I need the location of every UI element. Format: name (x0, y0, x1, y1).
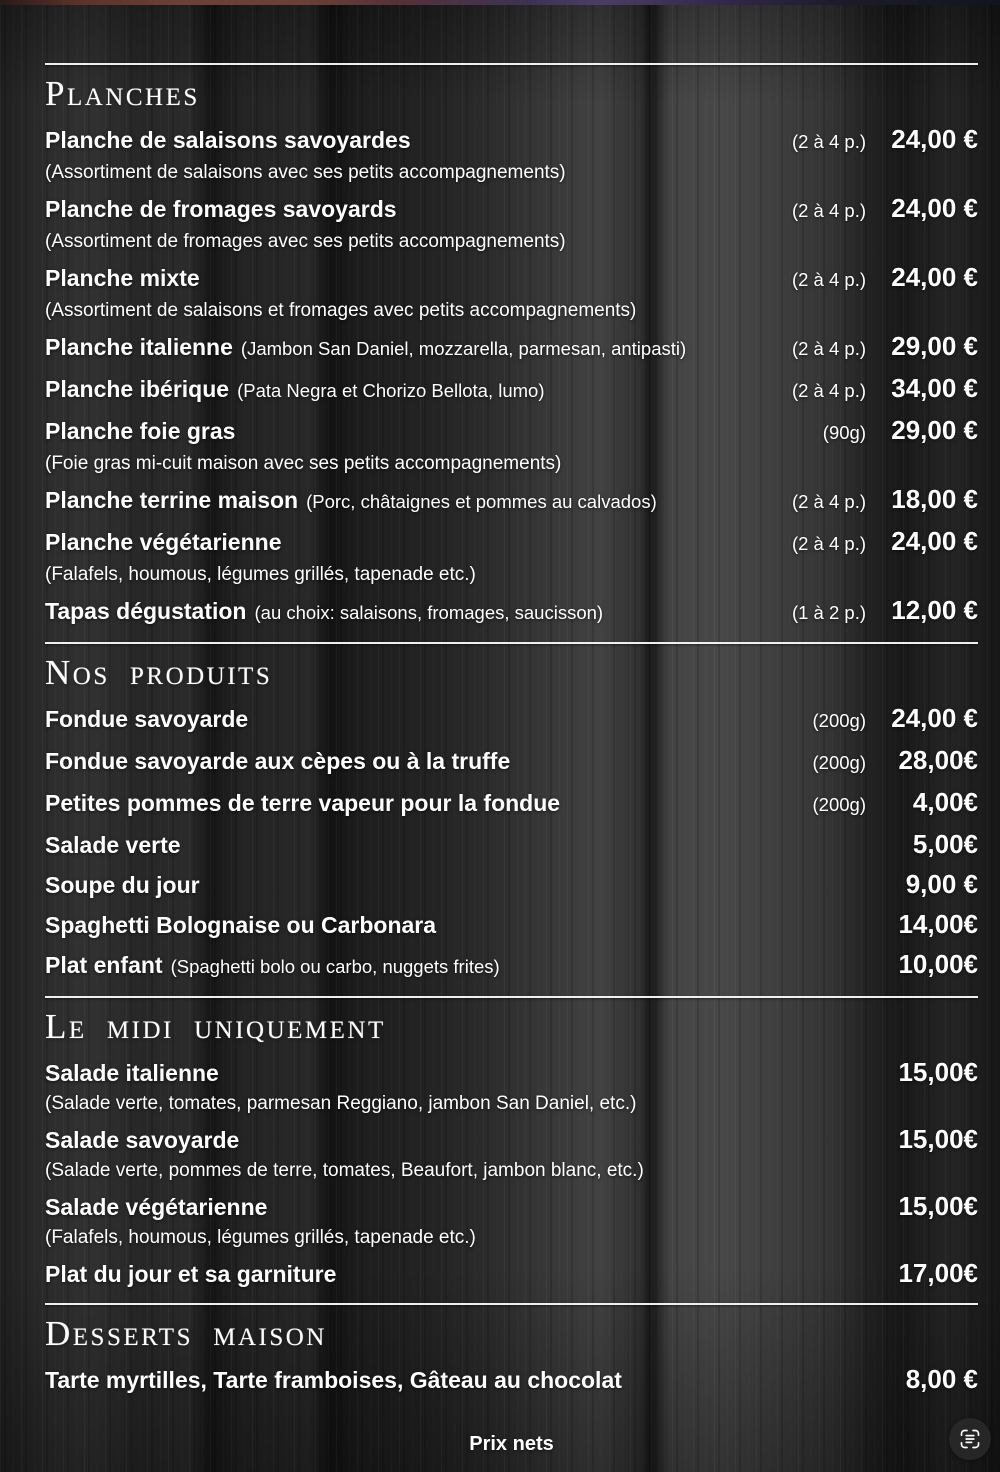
menu-item-row (45, 701, 978, 738)
item-description: (Assortiment de salaisons avec ses petits accompagnements) (45, 162, 566, 183)
menu-item (45, 785, 978, 822)
item-portion: (2 à 4 p.) (791, 338, 866, 359)
item-name: Salade savoyarde (45, 1127, 240, 1153)
menu-item-row (45, 1362, 978, 1397)
menu-item-row (45, 122, 978, 159)
item-price: 24,00 € (891, 124, 978, 154)
section-title: Desserts maison (45, 1314, 327, 1353)
menu-section (45, 63, 978, 642)
menu-item-row (45, 593, 978, 630)
menu-item (45, 1055, 978, 1117)
item-portion: (90g) (822, 422, 866, 443)
menu-item-row (45, 371, 978, 408)
section-title: Planches (45, 74, 200, 113)
item-description: (Assortiment de salaisons et fromages avec petits accompagnements) (45, 300, 637, 321)
menu-item (45, 1189, 978, 1251)
menu-item (45, 867, 978, 902)
section-items (45, 1362, 978, 1397)
menu-item-row (45, 785, 978, 822)
item-price: 29,00 € (891, 415, 978, 445)
menu-section (45, 642, 978, 996)
item-price: 29,00 € (891, 331, 978, 361)
section-items (45, 122, 978, 630)
separator-line (45, 642, 978, 644)
section-title: Le midi uniquement (45, 1007, 386, 1046)
item-price: 10,00€ (898, 949, 978, 979)
item-price: 24,00 € (891, 262, 978, 292)
menu-item-row (45, 482, 978, 519)
separator-line (45, 996, 978, 998)
menu-item-row (45, 1256, 978, 1291)
item-name: Tarte myrtilles, Tarte framboises, Gâteau au chocolat (45, 1367, 622, 1393)
menu-item-row (45, 1055, 978, 1090)
menu-item (45, 907, 978, 942)
menu-item (45, 191, 978, 255)
menu-item (45, 827, 978, 862)
menu-item (45, 371, 978, 408)
menu-item-row (45, 524, 978, 561)
item-name: Planche végétarienne (45, 529, 282, 555)
item-name: Tapas dégustation (45, 598, 247, 624)
live-text-scan-icon (958, 1427, 982, 1451)
section-items (45, 701, 978, 984)
item-description: (Salade verte, pommes de terre, tomates, Beaufort, jambon blanc, etc.) (45, 1160, 644, 1181)
menu-item (45, 482, 978, 519)
menu-section (45, 1303, 978, 1409)
menu-page (0, 5, 1000, 1456)
menu-item (45, 743, 978, 780)
section-items (45, 1055, 978, 1291)
item-name: Fondue savoyarde aux cèpes ou à la truffe (45, 748, 511, 774)
item-price: 24,00 € (891, 193, 978, 223)
section-title: Nos produits (45, 653, 273, 692)
item-note: (Pata Negra et Chorizo Bellota, lumo) (237, 380, 545, 401)
item-price: 28,00€ (898, 745, 978, 775)
item-price: 15,00€ (898, 1124, 978, 1154)
item-name: Planche de salaisons savoyardes (45, 127, 411, 153)
menu-item (45, 1122, 978, 1184)
item-name: Planche italienne (45, 334, 233, 360)
item-note: (Spaghetti bolo ou carbo, nuggets frites) (170, 956, 500, 977)
menu-item (45, 1362, 978, 1397)
item-name: Salade verte (45, 832, 181, 858)
menu-item-row (45, 1189, 978, 1224)
prix-nets-label: Prix nets (469, 1433, 554, 1455)
separator-line (45, 1303, 978, 1305)
menu-item (45, 122, 978, 186)
item-name: Salade végétarienne (45, 1194, 268, 1220)
menu-item (45, 329, 978, 366)
item-price: 17,00€ (898, 1258, 978, 1288)
item-name: Planche ibérique (45, 376, 230, 402)
item-price: 14,00€ (898, 909, 978, 939)
item-note: (Porc, châtaignes et pommes au calvados) (306, 491, 657, 512)
menu-item-row (45, 867, 978, 902)
menu-item-row (45, 827, 978, 862)
menu-item-row (45, 260, 978, 297)
menu-item-row (45, 743, 978, 780)
menu-item (45, 701, 978, 738)
item-price: 18,00 € (891, 484, 978, 514)
item-portion: (2 à 4 p.) (791, 200, 866, 221)
item-price: 5,00€ (912, 829, 978, 859)
item-portion: (2 à 4 p.) (791, 131, 866, 152)
item-price: 34,00 € (891, 373, 978, 403)
menu-item-row (45, 1122, 978, 1157)
item-price: 8,00 € (905, 1364, 978, 1394)
menu-item-row (45, 413, 978, 450)
separator-line (45, 63, 978, 65)
item-name: Plat enfant (45, 952, 163, 978)
menu-item (45, 1256, 978, 1291)
item-description: (Foie gras mi-cuit maison avec ses petits accompagnements) (45, 453, 562, 474)
menu-item (45, 260, 978, 324)
item-description: (Falafels, houmous, légumes grillés, tapenade etc.) (45, 564, 476, 585)
item-name: Salade italienne (45, 1060, 219, 1086)
item-price: 15,00€ (898, 1191, 978, 1221)
item-name: Planche foie gras (45, 418, 236, 444)
item-portion: (2 à 4 p.) (791, 380, 866, 401)
menu-item (45, 947, 978, 984)
item-portion: (200g) (812, 752, 866, 773)
item-price: 24,00 € (891, 703, 978, 733)
item-portion: (200g) (812, 794, 866, 815)
item-portion: (2 à 4 p.) (791, 533, 866, 554)
item-price: 24,00 € (891, 526, 978, 556)
menu-item (45, 413, 978, 477)
item-name: Plat du jour et sa garniture (45, 1261, 337, 1287)
menu-item (45, 524, 978, 588)
menu-item-row (45, 329, 978, 366)
item-note: (Jambon San Daniel, mozzarella, parmesan, antipasti) (240, 338, 687, 359)
item-name: Fondue savoyarde (45, 706, 249, 732)
item-price: 4,00€ (912, 787, 978, 817)
menu-item (45, 593, 978, 630)
live-text-button[interactable] (949, 1418, 991, 1460)
item-name: Planche terrine maison (45, 487, 299, 513)
item-name: Spaghetti Bolognaise ou Carbonara (45, 912, 437, 938)
menu-item-row (45, 947, 978, 984)
item-portion: (2 à 4 p.) (791, 491, 866, 512)
item-description: (Assortiment de fromages avec ses petits accompagnements) (45, 231, 566, 252)
menu-section (45, 996, 978, 1303)
item-description: (Falafels, houmous, légumes grillés, tapenade etc.) (45, 1227, 476, 1248)
item-note: (au choix: salaisons, fromages, saucisson) (254, 602, 604, 623)
item-name: Planche de fromages savoyards (45, 196, 397, 222)
item-portion: (200g) (812, 710, 866, 731)
item-name: Planche mixte (45, 265, 200, 291)
item-price: 15,00€ (898, 1057, 978, 1087)
item-description: (Salade verte, tomates, parmesan Reggiano, jambon San Daniel, etc.) (45, 1093, 637, 1114)
menu-item-row (45, 191, 978, 228)
item-price: 9,00 € (905, 869, 978, 899)
item-price: 12,00 € (891, 595, 978, 625)
item-name: Petites pommes de terre vapeur pour la fondue (45, 790, 561, 816)
item-name: Soupe du jour (45, 872, 200, 898)
menu-item-row (45, 907, 978, 942)
item-portion: (2 à 4 p.) (791, 269, 866, 290)
item-portion: (1 à 2 p.) (791, 602, 866, 623)
